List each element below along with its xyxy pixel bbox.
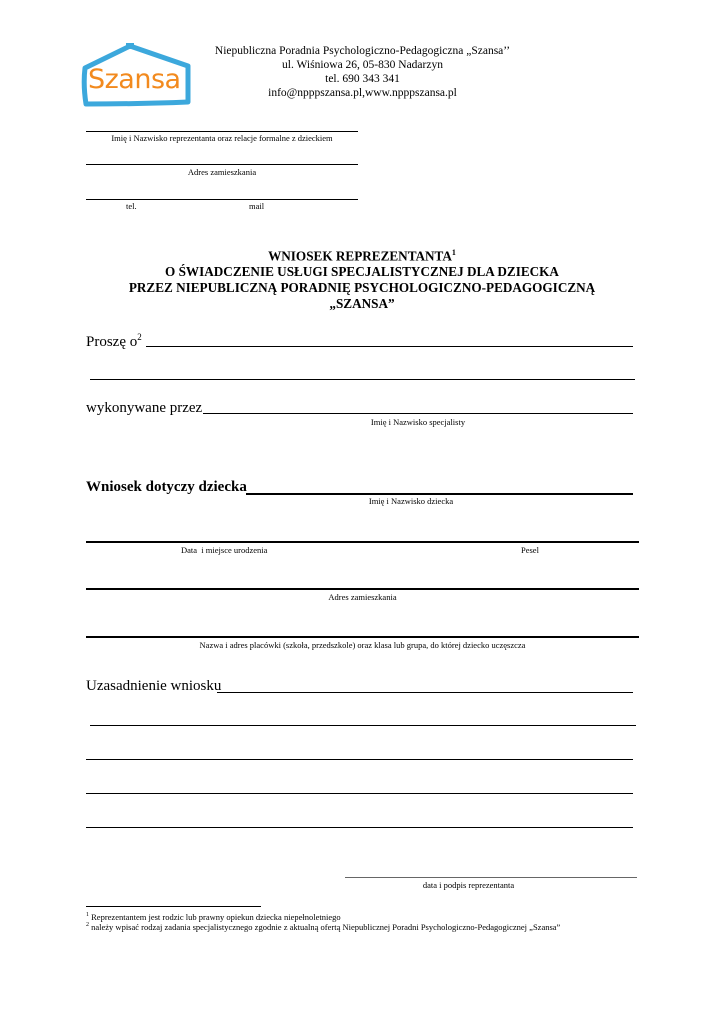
logo: [80, 40, 195, 108]
applicant-name-field[interactable]: [86, 131, 358, 132]
specialist-caption: Imię i Nazwisko specjalisty: [370, 417, 466, 427]
title-line-3: PRZEZ NIEPUBLICZNĄ PORADNIĘ PSYCHOLOGICZNO-PEDAGOGICZNĄ: [128, 280, 596, 296]
request-field[interactable]: [146, 346, 633, 347]
applicant-name-caption: Imię i Nazwisko reprezentanta oraz relacje formalne z dzieckiem: [111, 133, 333, 143]
institution-header: [190, 44, 535, 100]
title-line-1: WNIOSEK REPREZENTANTA$^1$: [268, 248, 456, 264]
footnote-1: $^1$ Reprezentantem jest rodzic lub prawny opiekun dziecka niepełnoletniego: [86, 912, 341, 922]
signature-caption: data i podpis reprezentanta: [422, 880, 515, 890]
footnote-2: $^2$ należy wpisać rodzaj zadania specjalistycznego zgodnie z aktualną ofertą Niepublicznej Poradni Psychologiczno-Pedagogicznej „Szansa”: [86, 922, 561, 932]
justification-line-2[interactable]: [90, 725, 636, 726]
title-line-2: O ŚWIADCZENIE USŁUGI SPECJALISTYCZNEJ DLA DZIECKA: [165, 264, 559, 280]
title-line-4: „SZANSA”: [329, 296, 395, 312]
institution-street: ul. Wiśniowa 26, 05-830 Nadarzyn: [282, 59, 443, 71]
institution-name: Niepubliczna Poradnia Psychologiczno-Pedagogiczna „Szansa’’: [214, 45, 511, 57]
footnote-separator: [86, 906, 261, 907]
document-title: [70, 245, 654, 312]
applicant-mail-caption: mail: [249, 201, 265, 211]
justification-line-3[interactable]: [86, 759, 633, 760]
request-field-line-2[interactable]: [90, 379, 635, 380]
footnote-ref-1: 1: [451, 248, 456, 257]
child-label: Wniosek dotyczy dziecka: [86, 479, 247, 495]
signature-field[interactable]: [345, 877, 637, 878]
pesel-caption: Pesel: [521, 545, 539, 555]
child-name-caption: Imię i Nazwisko dziecka: [368, 496, 454, 506]
justification-line-5[interactable]: [86, 827, 633, 828]
birth-pesel-field[interactable]: [86, 541, 639, 543]
institution-email: info@npppszansa.pl,www.npppszansa.pl: [268, 87, 457, 99]
footnote-ref-2: 2: [137, 332, 142, 342]
child-name-field[interactable]: [246, 493, 633, 495]
child-address-field[interactable]: [86, 588, 639, 590]
birth-caption: Data i miejsce urodzenia: [181, 545, 268, 555]
justification-label: Uzasadnienie wniosku: [86, 678, 222, 694]
institution-phone: tel. 690 343 341: [325, 73, 400, 85]
applicant-address-field[interactable]: [86, 164, 358, 165]
applicant-contact-field[interactable]: [86, 199, 358, 200]
school-field[interactable]: [86, 636, 639, 638]
applicant-address-caption: Adres zamieszkania: [187, 167, 257, 177]
justification-field[interactable]: [217, 692, 633, 693]
justification-line-4[interactable]: [86, 793, 633, 794]
applicant-tel-caption: tel.: [126, 201, 137, 211]
request-label: Proszę $o^2$: [86, 332, 142, 350]
child-address-caption: Adres zamieszkania: [328, 592, 397, 602]
performed-by-label: wykonywane przez: [86, 400, 203, 416]
performed-by-field[interactable]: [203, 413, 633, 414]
school-caption: Nazwa i adres placówki (szkoła, przedszkole) oraz klasa lub grupa, do której dziecko uczęszcza: [199, 640, 526, 650]
logo-text: Szansa: [88, 64, 181, 95]
